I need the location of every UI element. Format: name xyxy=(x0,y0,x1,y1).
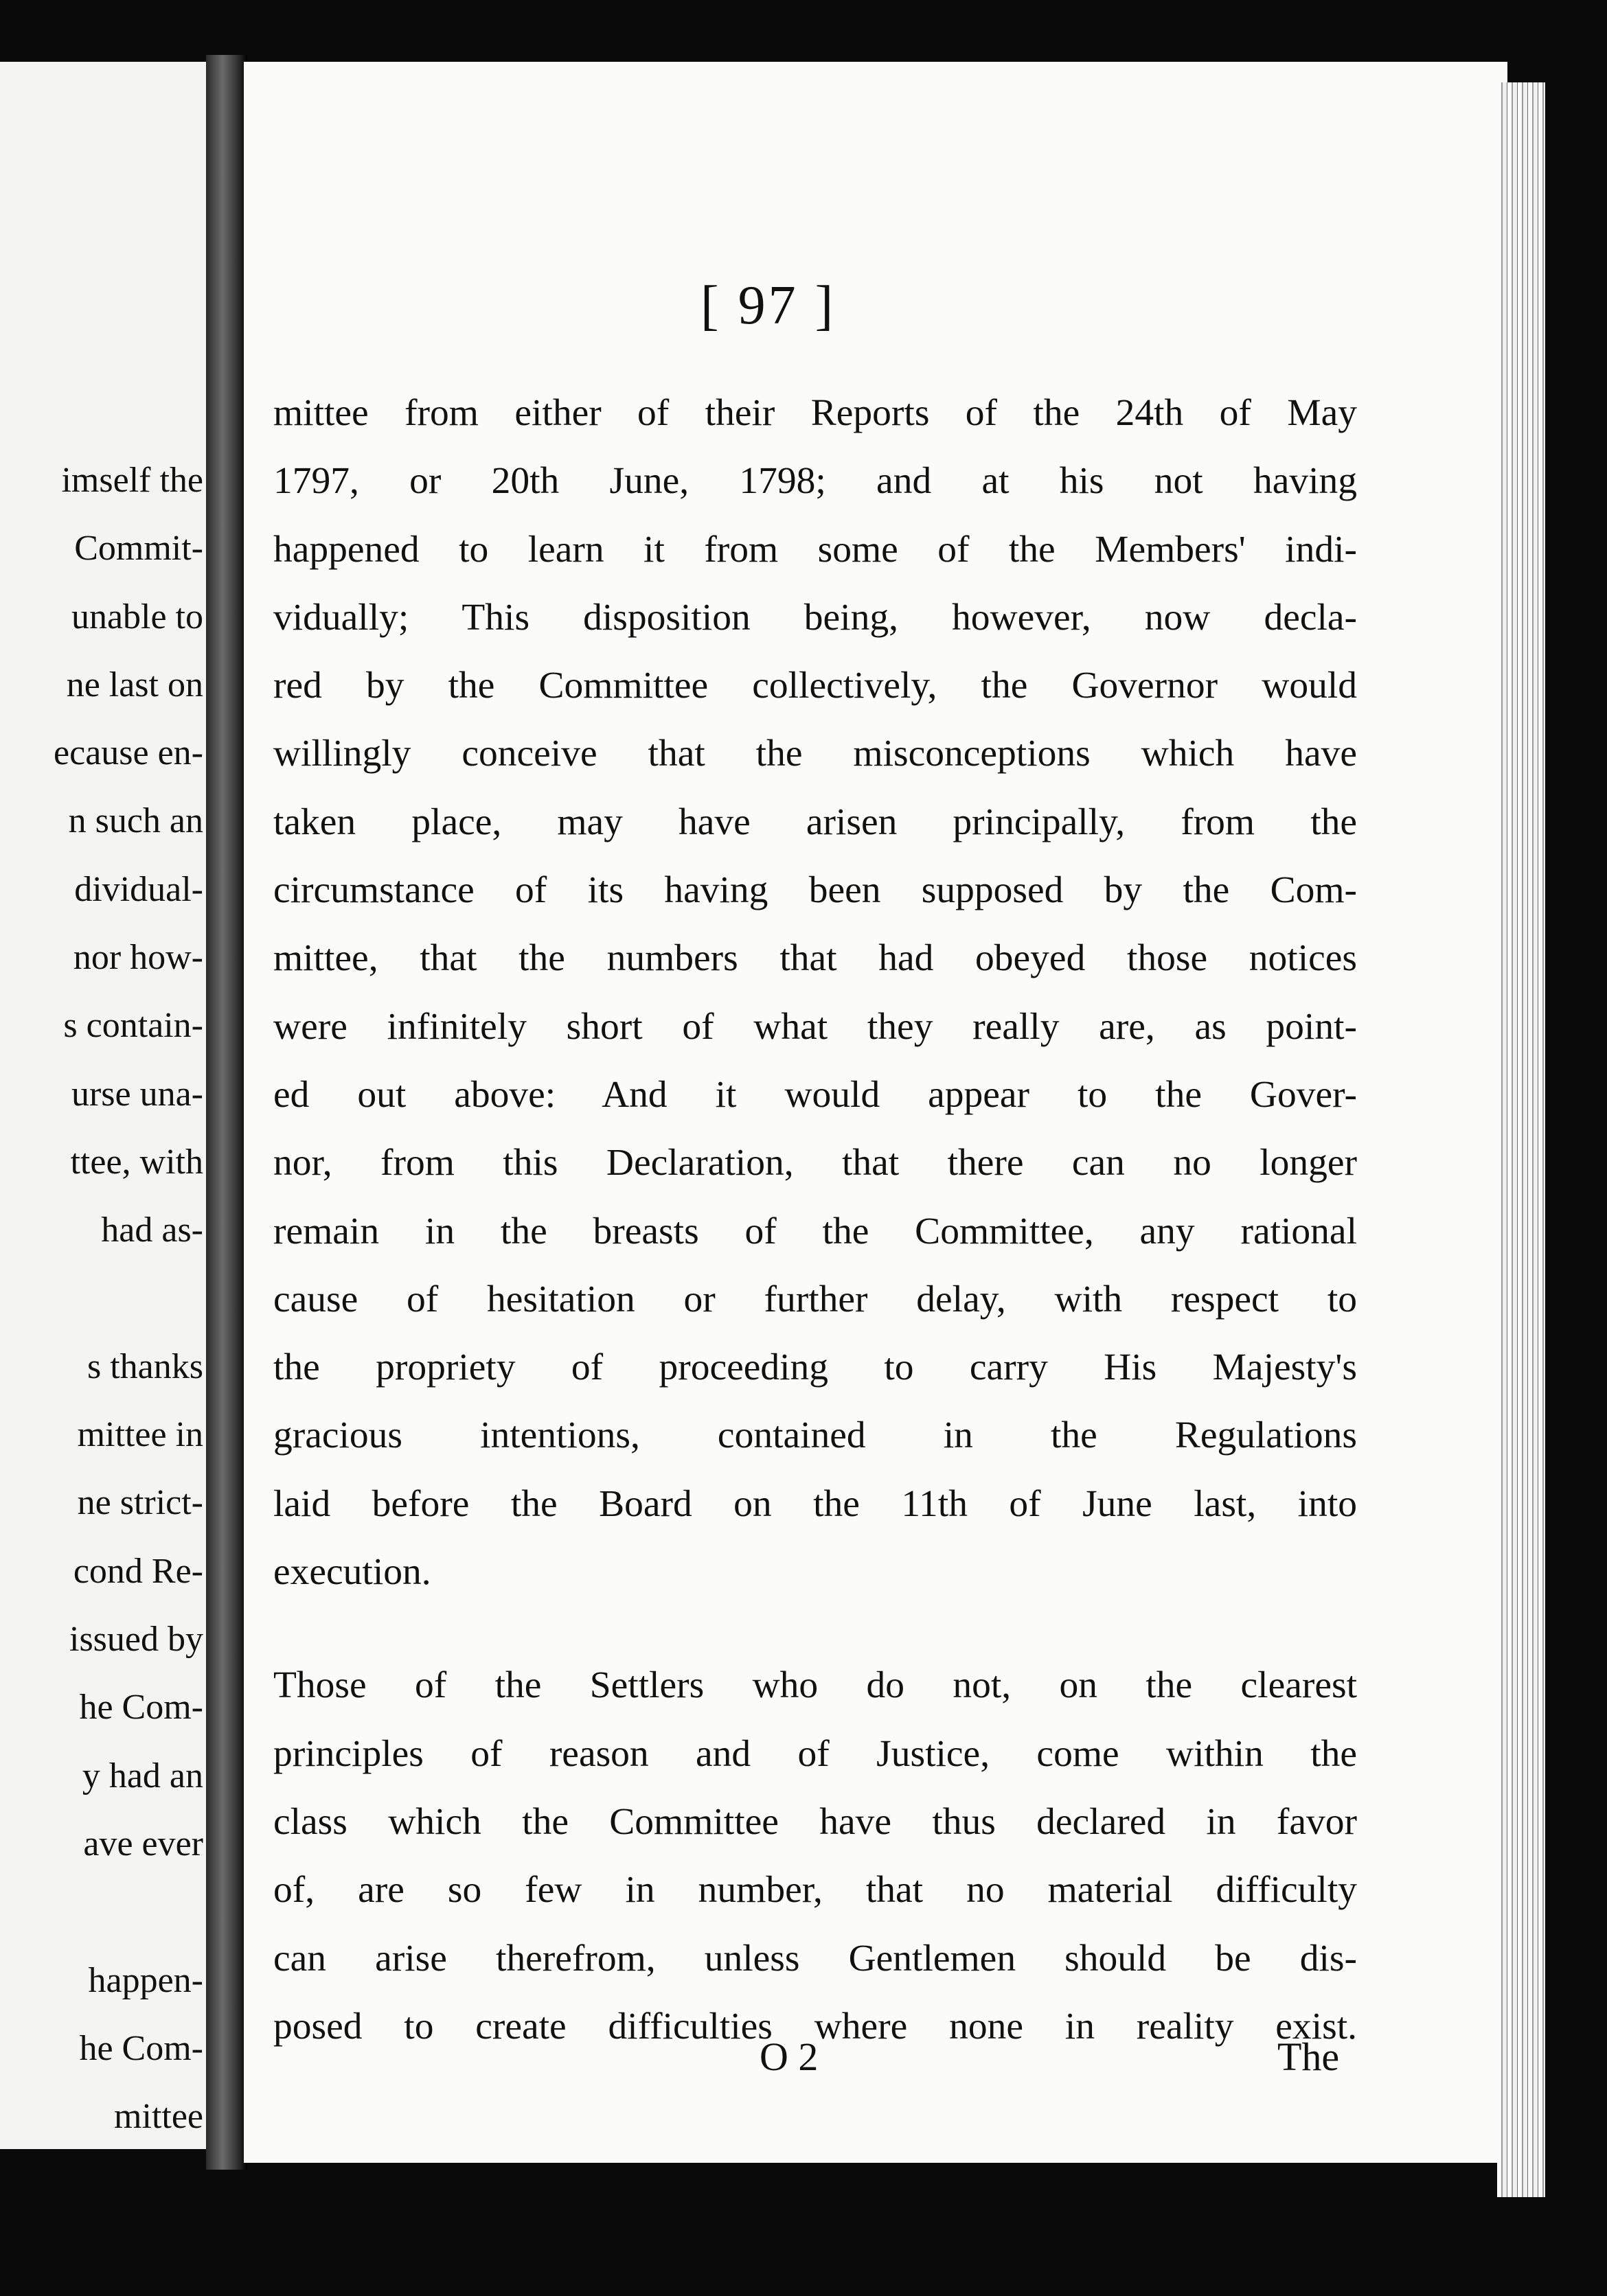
previous-page-line: Commit- xyxy=(74,529,203,569)
previous-page-line: nor how- xyxy=(73,938,203,978)
previous-page-line: happen- xyxy=(88,1960,203,2000)
text-line: nor, from this Declaration, that there can no longer xyxy=(273,1142,1357,1184)
signature-mark: O 2 xyxy=(760,2034,819,2079)
text-line: mittee from either of their Reports of the 24th of May xyxy=(273,392,1357,434)
previous-page-line: ave ever xyxy=(83,1824,203,1863)
text-line: cause of hesitation or further delay, with respect to xyxy=(273,1278,1357,1320)
previous-page-line: issued by xyxy=(69,1620,203,1660)
text-line: mittee, that the numbers that had obeyed those notices xyxy=(273,937,1357,980)
previous-page-line xyxy=(54,1265,203,1333)
text-line: 1797, or 20th June, 1798; and at his not having xyxy=(273,460,1357,503)
previous-page-line: cond Re- xyxy=(73,1551,203,1591)
previous-page-line: mittee in xyxy=(77,1415,203,1455)
text-line: taken place, may have arisen principally, from the xyxy=(273,801,1357,843)
catchword: The xyxy=(1277,2034,1340,2079)
previous-page-line: dividual- xyxy=(74,869,203,909)
previous-page-line: s thanks xyxy=(87,1346,203,1386)
text-line: circumstance of its having been supposed by the Com- xyxy=(273,869,1357,912)
text-line: laid before the Board on the 11th of June last, into xyxy=(273,1482,1357,1525)
previous-page-line: imself the xyxy=(61,461,203,500)
book-gutter xyxy=(206,55,247,2170)
paragraph-1 xyxy=(273,379,1357,1606)
previous-page-line: y had an xyxy=(82,1756,203,1795)
previous-page-line: ne strict- xyxy=(77,1483,203,1523)
page-body xyxy=(273,379,1357,2060)
previous-page-line: had as- xyxy=(101,1210,203,1250)
text-line: of, are so few in number, that no material difficulty xyxy=(273,1869,1357,1912)
text-line: gracious intentions, contained in the Regulations xyxy=(273,1414,1357,1457)
text-line: class which the Committee have thus declared in favor xyxy=(273,1800,1357,1843)
previous-page-line: ttee, with xyxy=(70,1142,203,1182)
text-line: remain in the breasts of the Committee, any rational xyxy=(273,1210,1357,1252)
text-line: principles of reason and of Justice, come within the xyxy=(273,1732,1357,1775)
previous-page-line: he Com- xyxy=(79,2028,203,2068)
text-line: the propriety of proceeding to carry His Majesty's xyxy=(273,1346,1357,1389)
text-line: happened to learn it from some of the Members' indi- xyxy=(273,528,1357,571)
previous-page-line: ecause en- xyxy=(54,733,203,773)
previous-page-line: he Com- xyxy=(79,1688,203,1727)
text-line: Those of the Settlers who do not, on the clearest xyxy=(273,1664,1357,1707)
page-header: [ 97 ] xyxy=(700,275,836,336)
text-line: red by the Committee collectively, the Governor would xyxy=(273,665,1357,707)
text-line: execution. xyxy=(273,1551,431,1594)
previous-page-line: n such an xyxy=(68,801,203,841)
page-edge xyxy=(1497,82,1545,2197)
previous-page-text xyxy=(54,446,203,2149)
previous-page-line xyxy=(54,1878,203,1946)
text-line: vidually; This disposition being, however, now decla- xyxy=(273,596,1357,639)
previous-page-line: ne last on xyxy=(66,665,203,704)
text-line: were infinitely short of what they really are, as point- xyxy=(273,1005,1357,1048)
previous-page-strip xyxy=(0,62,213,2149)
previous-page-line: unable to xyxy=(71,597,203,636)
text-line: willingly conceive that the misconceptions which have xyxy=(273,733,1357,775)
previous-page-line: s contain- xyxy=(63,1006,203,1046)
text-line: can arise therefrom, unless Gentlemen should be dis- xyxy=(273,1937,1357,1979)
text-line: posed to create difficulties where none in reality exist. xyxy=(273,2005,1357,2047)
paragraph-2 xyxy=(273,1651,1357,2060)
text-line: ed out above: And it would appear to the Gover- xyxy=(273,1073,1357,1116)
previous-page-line: urse una- xyxy=(71,1074,203,1114)
previous-page-line: mittee xyxy=(114,2097,203,2137)
